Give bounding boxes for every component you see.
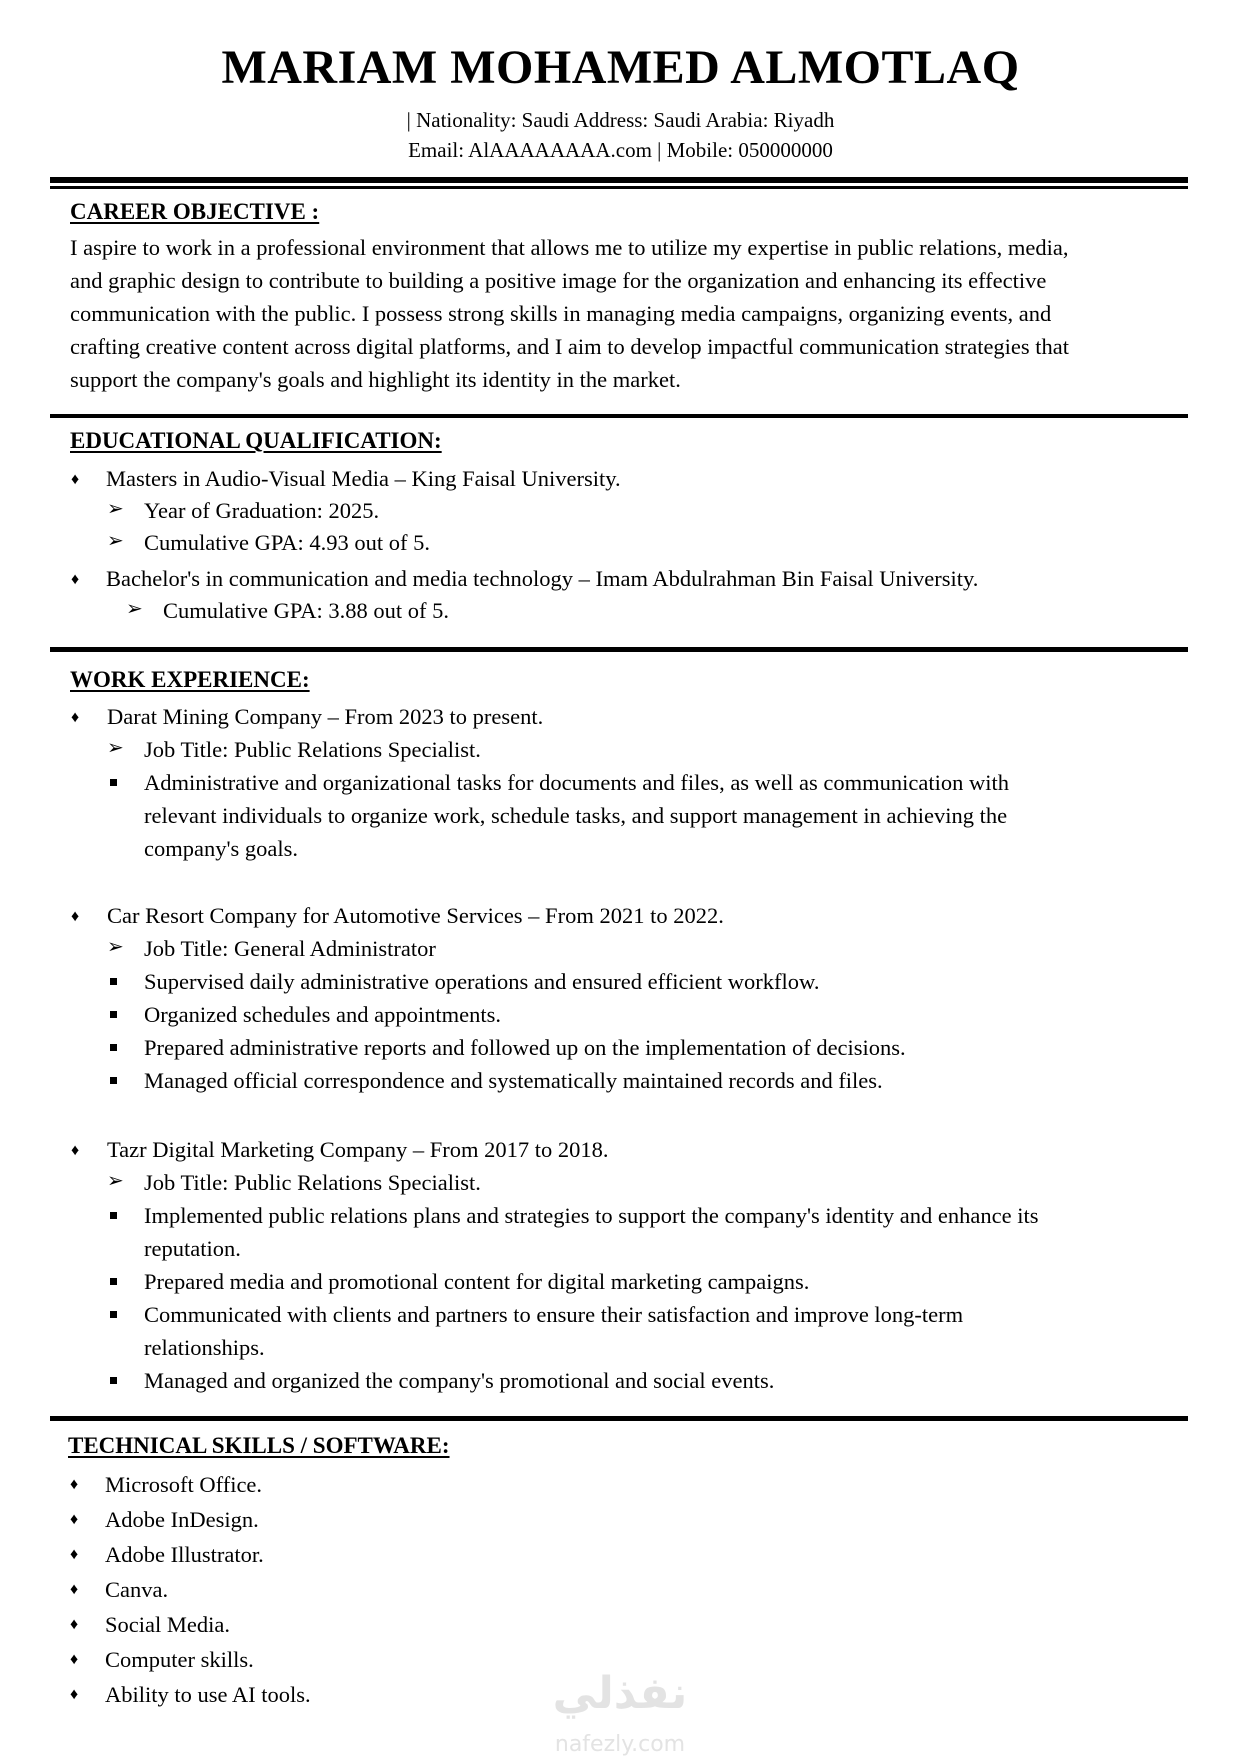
square-bullet-icon bbox=[110, 779, 117, 786]
objective-line: support the company's goals and highlight its identity in the market. bbox=[70, 367, 681, 392]
square-bullet-icon bbox=[110, 1377, 117, 1384]
education-detail: Cumulative GPA: 3.88 out of 5. bbox=[163, 598, 450, 623]
diamond-bullet-icon: ♦ bbox=[70, 1476, 79, 1493]
arrow-bullet-icon: ➢ bbox=[107, 737, 124, 759]
skill-item: Canva. bbox=[105, 1577, 169, 1602]
skill-item: Computer skills. bbox=[105, 1647, 254, 1672]
job-title: Job Title: Public Relations Specialist. bbox=[144, 1170, 481, 1195]
education-detail: Cumulative GPA: 4.93 out of 5. bbox=[144, 530, 431, 555]
diamond-bullet-icon: ♦ bbox=[71, 471, 80, 488]
header-divider-bottom bbox=[50, 186, 1188, 189]
diamond-bullet-icon: ♦ bbox=[70, 1546, 79, 1563]
section-title-education: EDUCATIONAL QUALIFICATION: bbox=[70, 428, 442, 453]
section-divider bbox=[50, 647, 1188, 652]
header-divider-top bbox=[50, 177, 1188, 183]
diamond-bullet-icon: ♦ bbox=[70, 1511, 79, 1528]
square-bullet-icon bbox=[110, 1011, 117, 1018]
education-detail: Year of Graduation: 2025. bbox=[144, 498, 380, 523]
job-duty: Managed official correspondence and systematically maintained records and files. bbox=[144, 1068, 883, 1093]
square-bullet-icon bbox=[110, 1311, 117, 1318]
job-duty: Implemented public relations plans and strategies to support the company's identity and enhance its bbox=[144, 1203, 1039, 1228]
arrow-bullet-icon: ➢ bbox=[126, 598, 143, 620]
arrow-bullet-icon: ➢ bbox=[107, 1170, 124, 1192]
job-duty: Managed and organized the company's promotional and social events. bbox=[144, 1368, 775, 1393]
skill-item: Microsoft Office. bbox=[105, 1472, 263, 1497]
job-duty: relevant individuals to organize work, schedule tasks, and support management in achieving the bbox=[144, 803, 1008, 828]
diamond-bullet-icon: ♦ bbox=[71, 1142, 80, 1159]
job-duty: Supervised daily administrative operations and ensured efficient workflow. bbox=[144, 969, 820, 994]
job-duty: reputation. bbox=[144, 1236, 241, 1261]
square-bullet-icon bbox=[110, 1278, 117, 1285]
diamond-bullet-icon: ♦ bbox=[70, 1686, 79, 1703]
job-duty: Prepared administrative reports and followed up on the implementation of decisions. bbox=[144, 1035, 906, 1060]
watermark-url: nafezly.com bbox=[554, 1732, 686, 1757]
contact-nationality-address: | Nationality: Saudi Address: Saudi Arabia: Riyadh bbox=[406, 108, 835, 132]
job-title: Job Title: Public Relations Specialist. bbox=[144, 737, 481, 762]
diamond-bullet-icon: ♦ bbox=[70, 1651, 79, 1668]
section-title-career-objective: CAREER OBJECTIVE : bbox=[70, 199, 320, 224]
watermark-arabic-logo: نفذلي bbox=[552, 1668, 688, 1719]
section-title-technical-skills: TECHNICAL SKILLS / SOFTWARE: bbox=[68, 1433, 450, 1458]
job-company: Darat Mining Company – From 2023 to present. bbox=[107, 704, 544, 729]
diamond-bullet-icon: ♦ bbox=[70, 1581, 79, 1598]
skill-item: Adobe InDesign. bbox=[105, 1507, 259, 1532]
diamond-bullet-icon: ♦ bbox=[71, 571, 80, 588]
diamond-bullet-icon: ♦ bbox=[71, 709, 80, 726]
square-bullet-icon bbox=[110, 1077, 117, 1084]
diamond-bullet-icon: ♦ bbox=[70, 1616, 79, 1633]
square-bullet-icon bbox=[110, 1212, 117, 1219]
job-company: Car Resort Company for Automotive Services – From 2021 to 2022. bbox=[107, 903, 724, 928]
job-duty: Communicated with clients and partners to ensure their satisfaction and improve long-term bbox=[144, 1302, 964, 1327]
candidate-name: MARIAM MOHAMED ALMOTLAQ bbox=[221, 41, 1020, 94]
education-degree-masters: Masters in Audio-Visual Media – King Faisal University. bbox=[106, 466, 621, 491]
job-duty: Organized schedules and appointments. bbox=[144, 1002, 501, 1027]
objective-line: and graphic design to contribute to building a positive image for the organization and enhancing its effective bbox=[70, 268, 1047, 293]
job-duty: company's goals. bbox=[144, 836, 299, 861]
job-duty: Prepared media and promotional content for digital marketing campaigns. bbox=[144, 1269, 810, 1294]
section-divider bbox=[50, 414, 1188, 418]
skill-item: Adobe Illustrator. bbox=[105, 1542, 264, 1567]
objective-line: crafting creative content across digital platforms, and I aim to develop impactful communication strategies that bbox=[70, 334, 1070, 359]
square-bullet-icon bbox=[110, 978, 117, 985]
contact-email-mobile: Email: AlAAAAAAAA.com | Mobile: 050000000 bbox=[408, 138, 833, 162]
objective-line: communication with the public. I possess strong skills in managing media campaigns, organizing events, and bbox=[70, 301, 1052, 326]
square-bullet-icon bbox=[110, 1044, 117, 1051]
arrow-bullet-icon: ➢ bbox=[107, 936, 124, 958]
section-title-work-experience: WORK EXPERIENCE: bbox=[70, 667, 310, 692]
diamond-bullet-icon: ♦ bbox=[71, 908, 80, 925]
education-degree-bachelor: Bachelor's in communication and media technology – Imam Abdulrahman Bin Faisal University. bbox=[106, 566, 979, 591]
skill-item: Ability to use AI tools. bbox=[105, 1682, 311, 1707]
arrow-bullet-icon: ➢ bbox=[107, 498, 124, 520]
skill-item: Social Media. bbox=[105, 1612, 230, 1637]
job-duty: relationships. bbox=[144, 1335, 265, 1360]
job-title: Job Title: General Administrator bbox=[144, 936, 436, 961]
job-company: Tazr Digital Marketing Company – From 2017 to 2018. bbox=[107, 1137, 609, 1162]
arrow-bullet-icon: ➢ bbox=[107, 530, 124, 552]
objective-line: I aspire to work in a professional environment that allows me to utilize my expertise in public relations, media, bbox=[70, 235, 1069, 260]
job-duty: Administrative and organizational tasks for documents and files, as well as communication with bbox=[144, 770, 1010, 795]
section-divider bbox=[50, 1416, 1188, 1421]
